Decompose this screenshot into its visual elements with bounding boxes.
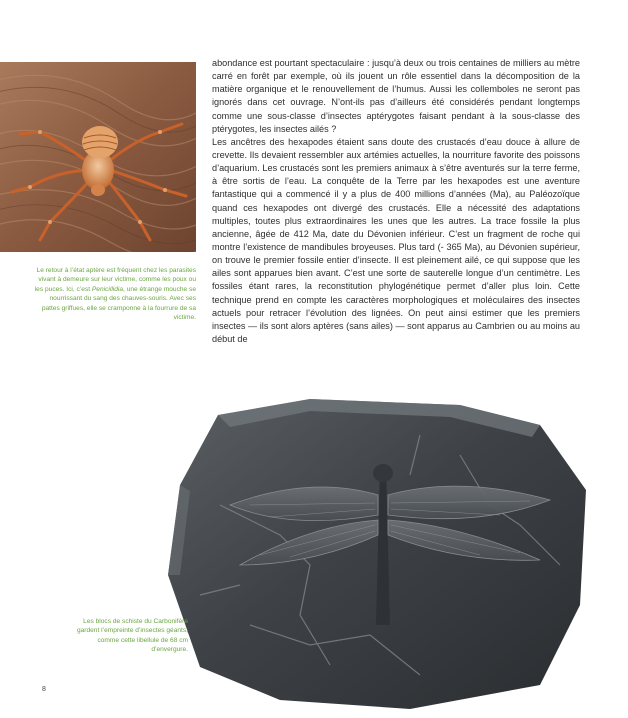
- body-paragraph-2: Les ancêtres des hexapodes étaient sans doute des crustacés d’eau douce à allure de crevette. Ils devaient ressembler aux artémies actuelles, la nourriture favorite des poissons d’aquarium. Les crustacés sont les premiers animaux à s’être aventurés sur la terre ferme, à être sortis de l’eau. La conquête de la Terre par les hexapodes est une aventure fantastique qui a commencé il y a plus de 400 millions d’années (Ma), au Paléozoïque quand ces hexapodes ont divergé des crustacés. Elle a nécessité des adaptations multiples, toutes plus extraordinaires les unes que les autres. La trace fossile la plus ancienne, âgée de 412 Ma, date du Dévonien inférieur. C’est un fragment de roche qui montre l’existence de mandibules broyeuses. Plus tard (- 365 Ma), au Dévonien supérieur, on trouve le premier fossile entier d’insecte. Il est pleinement ailé, ce qui suppose que les ailes sont apparues bien avant. C’est une sorte de sauterelle longue d’un centimètre. Les fossiles étant rares, la reconstitution phylogénétique permet d’aller plus loin. Cette technique prend en compte les caractères morphologiques et moléculaires des insectes actuels pour retracer l’évolution des lignées. On peut ainsi estimer que les premiers insectes — ils sont alors aptères (sans ailes) — sont apparus au Cambrien ou au moins au début de: [212, 136, 580, 344]
- photo-caption-top: [30, 266, 196, 322]
- caption-top-text-start: Le retour à l’état aptère est fréquent chez les parasites vivant à demeure sur leur victime, comme les poux ou les puces. Ici, c’est: [34, 267, 196, 293]
- penicillidia-photo: [0, 62, 196, 252]
- penicillidia-illustration: [0, 62, 196, 252]
- page-number: 8: [42, 686, 46, 693]
- body-paragraph-1: abondance est pourtant spectaculaire : jusqu’à deux ou trois centaines de milliers au mètre carré en forêt par exemple, où ils jouent un rôle essentiel dans la décomposition de la matière organique et le renouvellement de l’humus. Aussi les collemboles ne seront pas ignorés dans cet ouvrage. N’ont-ils pas d’ailleurs été considérés pendant longtemps comme une sous-classe d’insectes aptérygotes faisant pendant à la sous-classe des ptérygotes, les insectes ailés ?: [212, 58, 580, 134]
- caption-top-genus: Penicillidia: [91, 285, 124, 293]
- caption-top-text-end: , une étrange mouche se nourrissant du sang des chauves-souris. Avec ses pattes griffues, elle se cramponne à la fourrure de sa victime.: [41, 285, 196, 322]
- fossil-dragonfly-photo: [160, 395, 600, 713]
- body-text: [212, 57, 580, 346]
- photo-caption-bottom: Les blocs de schiste du Carbonifère gardent l’empreinte d’insectes géants, comme cette libellule de 68 cm d’envergure.: [76, 618, 188, 654]
- fossil-slate-illustration: [160, 395, 600, 713]
